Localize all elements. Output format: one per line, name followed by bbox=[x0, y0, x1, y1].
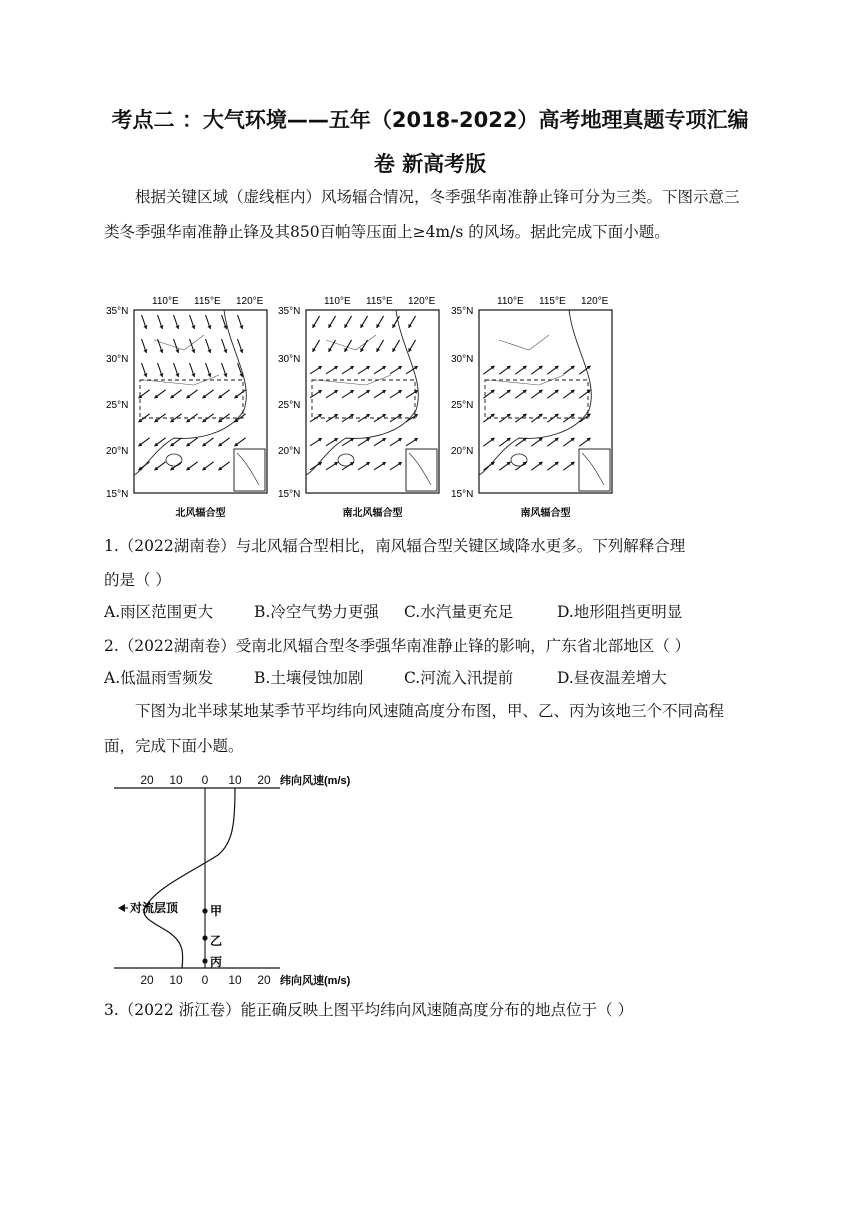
zonal-wind-profile-chart bbox=[100, 768, 400, 990]
q1-stem-line2: 的是（ ） bbox=[104, 571, 171, 589]
bottom-tick-label: 20 bbox=[257, 973, 271, 987]
lat-label: 35°N bbox=[278, 306, 301, 317]
lon-label: 120°E bbox=[408, 296, 436, 307]
lon-label: 110°E bbox=[497, 296, 524, 307]
map-caption: 南风辐合型 bbox=[520, 508, 571, 518]
lon-label: 120°E bbox=[236, 296, 264, 307]
lon-label: 110°E bbox=[324, 296, 351, 307]
document-title-line1: 考点二 ：大气环境——五年（2018-2022）高考地理真题专项汇编 bbox=[111, 108, 749, 132]
wind-field-maps bbox=[0, 288, 860, 518]
level-yi-point bbox=[202, 935, 207, 940]
top-tick-label: 0 bbox=[201, 773, 209, 787]
map-caption: 南北风辐合型 bbox=[342, 508, 403, 518]
lat-label: 30°N bbox=[106, 354, 129, 365]
top-tick-label: 10 bbox=[169, 773, 183, 787]
level-jia-label: 甲 bbox=[210, 904, 223, 918]
lat-label: 15°N bbox=[451, 489, 474, 500]
level-jia-point bbox=[202, 908, 207, 913]
level-yi-label: 乙 bbox=[210, 934, 223, 948]
tropopause-annotation bbox=[118, 900, 179, 915]
q1-option-d: D.地形阻挡更明显 bbox=[557, 603, 683, 621]
top-tick-label: 20 bbox=[257, 773, 271, 787]
lat-label: 15°N bbox=[278, 489, 301, 500]
bottom-axis-label: 纬向风速(m/s) bbox=[280, 975, 351, 987]
top-tick-label: 20 bbox=[140, 773, 154, 787]
top-axis-label: 纬向风速(m/s) bbox=[280, 775, 351, 787]
lon-label: 115°E bbox=[194, 296, 221, 307]
q1-option-c: C.水汽量更充足 bbox=[404, 603, 514, 621]
lat-label: 20°N bbox=[106, 446, 129, 457]
svg-text:对流层顶: 对流层顶 bbox=[130, 901, 179, 915]
q1-stem-line1: 1.（2022湖南卷）与北风辐合型相比，南风辐合型关键区域降水更多。下列解释合理 bbox=[104, 537, 686, 555]
bottom-tick-label: 10 bbox=[169, 973, 183, 987]
lon-label: 115°E bbox=[539, 296, 566, 307]
level-bing-point bbox=[202, 958, 207, 963]
wind-map-2 bbox=[278, 296, 439, 518]
lon-label: 120°E bbox=[581, 296, 609, 307]
wind-map-1 bbox=[106, 296, 267, 518]
q2-option-d: D.昼夜温差增大 bbox=[557, 669, 667, 687]
lat-label: 30°N bbox=[278, 354, 301, 365]
lat-label: 15°N bbox=[106, 489, 129, 500]
lat-label: 30°N bbox=[451, 354, 474, 365]
bottom-tick-label: 20 bbox=[140, 973, 154, 987]
lat-label: 20°N bbox=[451, 446, 474, 457]
wind-map-3 bbox=[451, 296, 612, 518]
q1-option-a: A.雨区范围更大 bbox=[104, 603, 214, 621]
lat-label: 35°N bbox=[106, 306, 129, 317]
bottom-tick-label: 10 bbox=[228, 973, 242, 987]
bottom-tick-label: 0 bbox=[201, 973, 209, 987]
lat-label: 25°N bbox=[451, 400, 474, 411]
lat-label: 35°N bbox=[451, 306, 474, 317]
intro-paragraph: 根据关键区域（虚线框内）风场辐合情况，冬季强华南准静止锋可分为三类。下图示意三类冬季强华南准静止锋及其850百帕等压面上≥4m/s 的风场。据此完成下面小题。 bbox=[104, 188, 740, 241]
q2-option-b: B.土壤侵蚀加剧 bbox=[254, 669, 364, 687]
top-tick-label: 10 bbox=[228, 773, 242, 787]
q2-stem: 2.（2022湖南卷）受南北风辐合型冬季强华南准静止锋的影响，广东省北部地区（ ） bbox=[104, 637, 691, 655]
q2-option-a: A.低温雨雪频发 bbox=[104, 669, 214, 687]
lon-label: 110°E bbox=[152, 296, 179, 307]
q1-option-b: B.冷空气势力更强 bbox=[254, 603, 379, 621]
intro2-paragraph: 下图为北半球某地某季节平均纬向风速随高度分布图，甲、乙、丙为该地三个不同高程面，完成下面小题。 bbox=[104, 702, 725, 755]
q2-option-c: C.河流入汛提前 bbox=[404, 669, 514, 687]
lat-label: 20°N bbox=[278, 446, 301, 457]
lat-label: 25°N bbox=[278, 400, 301, 411]
map-caption: 北风辐合型 bbox=[175, 508, 226, 518]
level-bing-label: 丙 bbox=[210, 955, 223, 969]
lat-label: 25°N bbox=[106, 400, 129, 411]
document-title-line2: 卷 新高考版 bbox=[373, 152, 487, 176]
q3-stem: 3.（2022 浙江卷）能正确反映上图平均纬向风速随高度分布的地点位于（ ） bbox=[104, 1001, 634, 1019]
lon-label: 115°E bbox=[366, 296, 393, 307]
